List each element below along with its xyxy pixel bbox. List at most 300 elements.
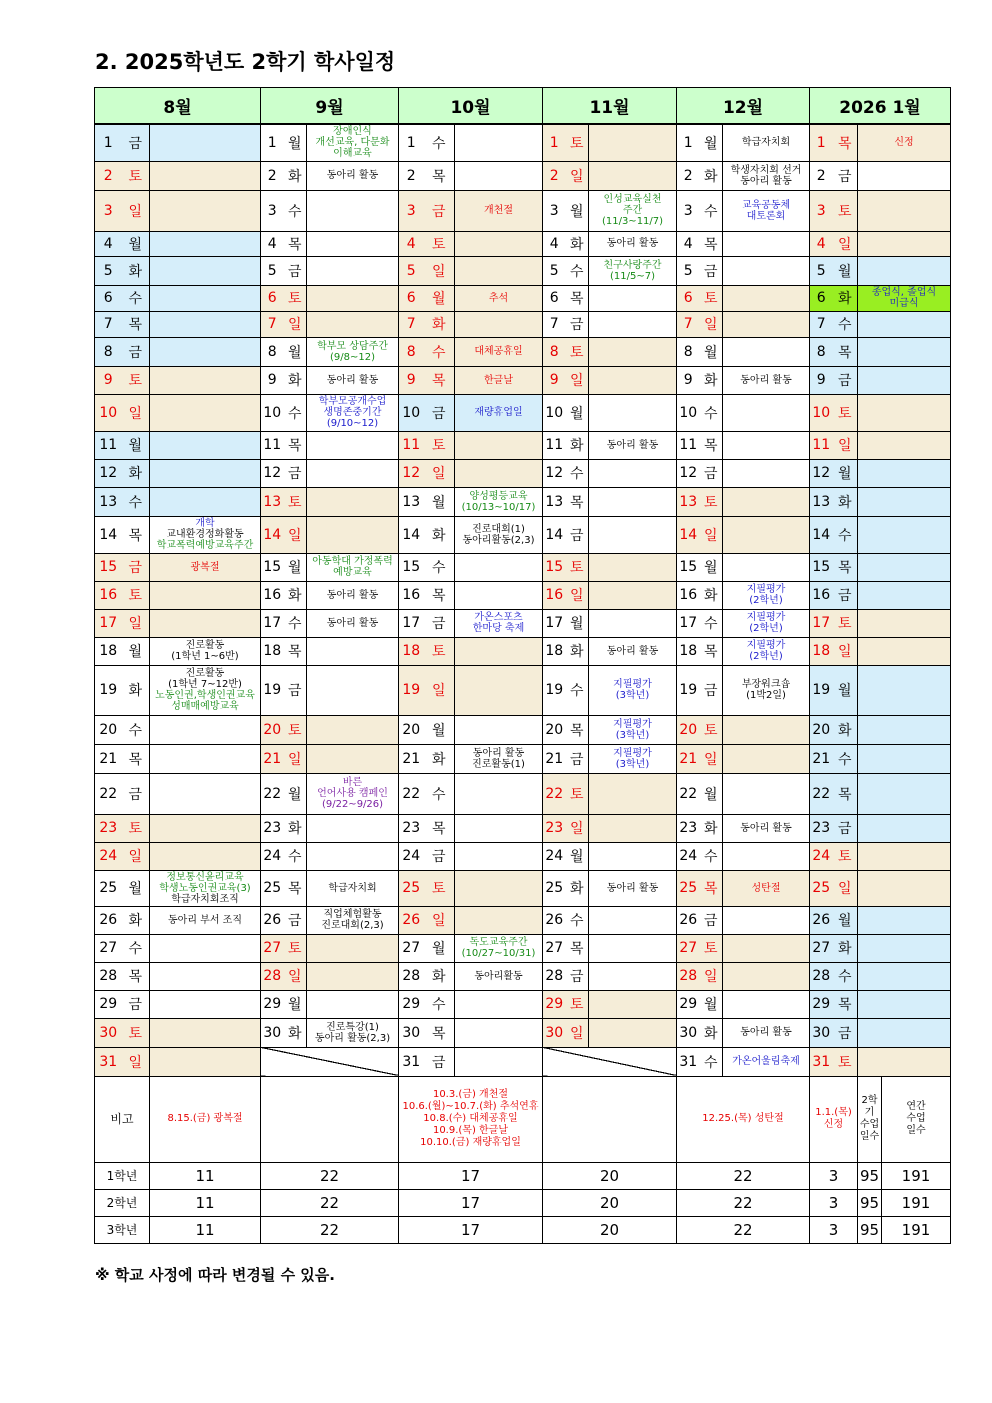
weekday: 일	[424, 665, 455, 715]
day-number: 31	[95, 1047, 122, 1076]
day-number: 1	[95, 124, 122, 161]
event-text: 가온스포츠	[474, 612, 523, 623]
day-row	[95, 814, 951, 842]
event-text: (9/22~9/26)	[321, 799, 384, 810]
weekday: 일	[424, 906, 455, 934]
event-text: 동아리 활동	[740, 822, 792, 834]
event-cell	[150, 337, 261, 366]
weekday: 월	[566, 394, 589, 431]
day-number: 4	[95, 231, 122, 256]
event-cell	[150, 487, 261, 516]
event-text: 정보통신윤리교육	[166, 871, 244, 883]
day-row	[95, 744, 951, 773]
event-cell	[723, 459, 810, 487]
day-number: 1	[399, 124, 424, 161]
day-number: 26	[677, 906, 700, 934]
event-cell	[150, 744, 261, 773]
day-number: 2	[677, 161, 700, 190]
event-cell	[723, 581, 810, 609]
event-cell	[858, 665, 951, 715]
weekday: 화	[284, 581, 307, 609]
event-cell	[455, 124, 543, 161]
event-text: 진로활동	[185, 668, 225, 679]
event-cell	[455, 1047, 543, 1076]
weekday: 화	[566, 231, 589, 256]
weekday: 화	[284, 1018, 307, 1047]
weekday: 수	[424, 337, 455, 366]
weekday: 일	[424, 256, 455, 285]
day-number: 5	[95, 256, 122, 285]
weekday: 금	[122, 337, 150, 366]
event-cell	[858, 337, 951, 366]
weekday: 월	[833, 906, 858, 934]
weekday: 일	[284, 744, 307, 773]
event-cell	[455, 394, 543, 431]
day-number: 17	[677, 609, 700, 637]
day-number: 20	[543, 715, 566, 744]
weekday: 일	[284, 516, 307, 553]
day-number: 17	[95, 609, 122, 637]
day-number: 18	[261, 637, 284, 665]
event-cell	[858, 773, 951, 814]
weekday: 월	[122, 231, 150, 256]
event-cell	[858, 553, 951, 581]
day-number: 4	[543, 231, 566, 256]
day-number: 8	[399, 337, 424, 366]
event-cell	[150, 773, 261, 814]
day-number: 20	[810, 715, 833, 744]
event-text: (1학년 1~6반)	[171, 651, 239, 662]
weekday: 목	[566, 487, 589, 516]
weekday: 토	[284, 285, 307, 311]
weekday: 월	[122, 870, 150, 906]
day-row	[95, 553, 951, 581]
event-cell	[589, 311, 677, 337]
event-text: 학급자치회	[741, 137, 791, 149]
weekday: 토	[122, 1018, 150, 1047]
notes-row	[95, 1076, 951, 1162]
event-cell	[307, 459, 399, 487]
event-text: (9/10~12)	[326, 418, 379, 429]
weekday: 토	[700, 715, 723, 744]
day-number: 23	[261, 814, 284, 842]
event-text: 지필평가	[613, 718, 652, 730]
event-cell	[455, 934, 543, 962]
day-number: 27	[543, 934, 566, 962]
weekday: 수	[566, 906, 589, 934]
event-cell	[455, 285, 543, 311]
day-number: 31	[399, 1047, 424, 1076]
weekday: 화	[833, 487, 858, 516]
day-number: 27	[810, 934, 833, 962]
day-number: 13	[95, 487, 122, 516]
day-number: 22	[399, 773, 424, 814]
event-text: (11/3~11/7)	[601, 216, 664, 227]
day-number: 10	[399, 394, 424, 431]
event-cell	[150, 842, 261, 870]
weekday: 일	[122, 1047, 150, 1076]
day-row	[95, 431, 951, 459]
weekday: 금	[700, 906, 723, 934]
weekday: 토	[424, 431, 455, 459]
note-text: 12.25.(목) 성탄절	[702, 1113, 784, 1124]
weekday: 토	[424, 870, 455, 906]
weekday: 월	[122, 431, 150, 459]
day-number: 7	[677, 311, 700, 337]
semester-days: 95	[858, 1162, 882, 1189]
day-number: 1	[543, 124, 566, 161]
weekday: 토	[566, 773, 589, 814]
day-number: 29	[399, 990, 424, 1018]
day-number: 18	[677, 637, 700, 665]
day-number: 13	[399, 487, 424, 516]
notes-cell	[858, 1076, 882, 1162]
weekday: 월	[284, 124, 307, 161]
weekday: 수	[424, 553, 455, 581]
event-text: 동아리 활동	[606, 645, 659, 657]
event-cell	[589, 934, 677, 962]
event-cell	[723, 1018, 810, 1047]
event-cell	[858, 906, 951, 934]
note-text: 일수	[859, 1131, 880, 1142]
day-number: 5	[677, 256, 700, 285]
empty-cell	[261, 1047, 399, 1076]
weekday: 수	[122, 934, 150, 962]
day-number: 9	[543, 366, 566, 394]
event-cell	[589, 842, 677, 870]
event-cell	[858, 715, 951, 744]
day-number: 5	[261, 256, 284, 285]
event-text: 신정	[894, 137, 914, 149]
weekday: 목	[833, 337, 858, 366]
weekday: 일	[122, 842, 150, 870]
day-number: 22	[543, 773, 566, 814]
note-text: 10.8.(수) 대체공휴일	[423, 1113, 518, 1124]
weekday: 화	[833, 934, 858, 962]
weekday: 목	[424, 581, 455, 609]
weekday: 토	[424, 637, 455, 665]
event-cell	[858, 487, 951, 516]
event-text: 동아리 활동(2,3)	[314, 1032, 391, 1044]
event-cell	[150, 256, 261, 285]
class-days-value: 17	[399, 1162, 543, 1189]
event-cell	[858, 285, 951, 311]
day-number: 26	[810, 906, 833, 934]
weekday: 화	[700, 814, 723, 842]
day-number: 12	[261, 459, 284, 487]
event-cell	[307, 665, 399, 715]
weekday: 토	[284, 487, 307, 516]
day-number: 20	[95, 715, 122, 744]
day-number: 26	[399, 906, 424, 934]
event-text: 진로대회(1)	[472, 523, 525, 535]
day-number: 21	[95, 744, 122, 773]
event-text: 이해교육	[333, 148, 372, 160]
weekday: 목	[566, 285, 589, 311]
weekday: 금	[284, 459, 307, 487]
weekday: 토	[122, 814, 150, 842]
day-row	[95, 459, 951, 487]
event-cell	[455, 962, 543, 990]
class-days-value: 20	[543, 1162, 677, 1189]
event-cell	[307, 553, 399, 581]
day-number: 6	[399, 285, 424, 311]
empty-cell	[543, 1047, 677, 1076]
event-cell	[455, 715, 543, 744]
event-cell	[723, 637, 810, 665]
note-text: 10.6.(월)~10.7.(화) 추석연휴	[402, 1101, 539, 1112]
day-number: 7	[543, 311, 566, 337]
event-cell	[150, 906, 261, 934]
weekday: 월	[700, 337, 723, 366]
class-days-value: 3	[810, 1216, 858, 1243]
weekday: 목	[833, 553, 858, 581]
event-cell	[307, 1018, 399, 1047]
weekday: 금	[284, 906, 307, 934]
class-days-value: 17	[399, 1216, 543, 1243]
event-cell	[723, 431, 810, 459]
day-row	[95, 870, 951, 906]
event-cell	[150, 637, 261, 665]
annual-days: 191	[882, 1189, 951, 1216]
day-number: 2	[810, 161, 833, 190]
event-cell	[455, 814, 543, 842]
day-number: 7	[95, 311, 122, 337]
event-cell	[858, 161, 951, 190]
day-number: 24	[810, 842, 833, 870]
event-cell	[150, 124, 261, 161]
event-cell	[858, 124, 951, 161]
notes-cell	[810, 1076, 858, 1162]
event-text: 인성교육실천	[603, 194, 662, 205]
notes-label: 비고	[95, 1076, 150, 1162]
class-days-value: 3	[810, 1162, 858, 1189]
event-cell	[455, 842, 543, 870]
weekday: 수	[833, 311, 858, 337]
event-text: 독도교육주간	[469, 937, 528, 948]
weekday: 월	[284, 337, 307, 366]
event-cell	[455, 311, 543, 337]
event-cell	[723, 394, 810, 431]
day-number: 22	[95, 773, 122, 814]
weekday: 목	[566, 715, 589, 744]
weekday: 수	[700, 1047, 723, 1076]
day-number: 19	[677, 665, 700, 715]
day-number: 4	[677, 231, 700, 256]
weekday: 수	[424, 990, 455, 1018]
event-cell	[723, 337, 810, 366]
day-number: 6	[810, 285, 833, 311]
class-days-row	[95, 1189, 951, 1216]
event-cell	[723, 665, 810, 715]
weekday: 화	[122, 256, 150, 285]
event-cell	[723, 161, 810, 190]
weekday: 일	[833, 870, 858, 906]
schedule-table	[94, 87, 951, 1244]
weekday: 목	[700, 431, 723, 459]
weekday: 토	[566, 553, 589, 581]
event-cell	[150, 934, 261, 962]
event-cell	[307, 934, 399, 962]
day-number: 12	[543, 459, 566, 487]
note-text: 10.10.(금) 재량휴업일	[420, 1137, 521, 1148]
weekday: 일	[833, 431, 858, 459]
weekday: 수	[700, 394, 723, 431]
day-number: 8	[677, 337, 700, 366]
day-row	[95, 337, 951, 366]
event-text: 바른	[342, 777, 363, 788]
day-number: 17	[543, 609, 566, 637]
event-cell	[858, 870, 951, 906]
day-number: 19	[810, 665, 833, 715]
page-title: 2. 2025학년도 2학기 학사일정	[95, 50, 396, 74]
event-cell	[150, 285, 261, 311]
weekday: 목	[700, 231, 723, 256]
day-number: 25	[261, 870, 284, 906]
weekday: 월	[284, 773, 307, 814]
day-number: 29	[810, 990, 833, 1018]
event-cell	[858, 609, 951, 637]
day-row	[95, 773, 951, 814]
event-cell	[589, 665, 677, 715]
event-cell	[307, 190, 399, 231]
day-number: 5	[810, 256, 833, 285]
day-number: 16	[543, 581, 566, 609]
weekday: 수	[122, 285, 150, 311]
event-cell	[455, 553, 543, 581]
weekday: 화	[284, 161, 307, 190]
event-cell	[589, 366, 677, 394]
day-number: 30	[810, 1018, 833, 1047]
weekday: 일	[122, 394, 150, 431]
weekday: 목	[700, 870, 723, 906]
day-number: 10	[810, 394, 833, 431]
event-text: 교육공동체	[741, 199, 791, 211]
weekday: 수	[833, 744, 858, 773]
weekday: 목	[122, 516, 150, 553]
event-cell	[858, 744, 951, 773]
event-text: 진로활동	[185, 640, 225, 651]
event-text: 노동인권,학생인권교육	[155, 690, 255, 701]
event-cell	[150, 609, 261, 637]
day-number: 30	[261, 1018, 284, 1047]
note-text: 1.1.(목)	[815, 1107, 852, 1118]
notes-cell	[150, 1076, 261, 1162]
event-text: (2학년)	[749, 595, 783, 606]
event-text: 언어사용 캠페인	[317, 788, 388, 799]
day-number: 15	[399, 553, 424, 581]
day-row	[95, 311, 951, 337]
weekday: 목	[122, 744, 150, 773]
event-cell	[858, 516, 951, 553]
weekday: 화	[566, 431, 589, 459]
weekday: 토	[284, 715, 307, 744]
weekday: 화	[122, 459, 150, 487]
event-cell	[455, 459, 543, 487]
day-number: 7	[810, 311, 833, 337]
event-text: 학교폭력예방교육주간	[156, 540, 254, 551]
class-days-value: 20	[543, 1189, 677, 1216]
weekday: 화	[284, 814, 307, 842]
weekday: 월	[700, 553, 723, 581]
day-number: 2	[261, 161, 284, 190]
weekday: 목	[424, 161, 455, 190]
day-number: 11	[399, 431, 424, 459]
day-row	[95, 394, 951, 431]
event-cell	[858, 934, 951, 962]
day-row	[95, 124, 951, 161]
day-number: 26	[95, 906, 122, 934]
event-cell	[723, 124, 810, 161]
weekday: 토	[566, 124, 589, 161]
event-cell	[858, 1018, 951, 1047]
event-cell	[307, 285, 399, 311]
weekday: 일	[284, 962, 307, 990]
weekday: 토	[700, 487, 723, 516]
day-number: 11	[677, 431, 700, 459]
weekday: 화	[284, 366, 307, 394]
event-text: 동아리 활동	[326, 617, 379, 629]
event-text: 개학	[195, 518, 215, 529]
event-text: 동아리 활동	[740, 1027, 792, 1038]
event-text: 진로활동(1)	[472, 758, 525, 770]
note-text: 2학기	[861, 1095, 878, 1118]
event-cell	[307, 516, 399, 553]
event-text: 동아리활동	[474, 970, 523, 982]
weekday: 금	[122, 990, 150, 1018]
weekday: 수	[566, 459, 589, 487]
weekday: 월	[424, 934, 455, 962]
event-cell	[307, 231, 399, 256]
day-number: 22	[677, 773, 700, 814]
day-number: 21	[261, 744, 284, 773]
note-text: 연간	[906, 1101, 926, 1112]
event-cell	[150, 665, 261, 715]
weekday: 월	[284, 990, 307, 1018]
day-number: 4	[261, 231, 284, 256]
event-cell	[455, 337, 543, 366]
day-number: 29	[543, 990, 566, 1018]
class-days-row	[95, 1162, 951, 1189]
weekday: 수	[424, 124, 455, 161]
event-cell	[150, 231, 261, 256]
notes-cell	[543, 1076, 677, 1162]
weekday: 수	[833, 962, 858, 990]
weekday: 일	[700, 311, 723, 337]
footnote: ※ 학교 사정에 따라 변경될 수 있음.	[95, 1266, 335, 1284]
day-number: 21	[810, 744, 833, 773]
event-cell	[307, 715, 399, 744]
day-number: 13	[261, 487, 284, 516]
day-number: 27	[677, 934, 700, 962]
weekday: 일	[424, 459, 455, 487]
day-number: 4	[399, 231, 424, 256]
day-number: 3	[810, 190, 833, 231]
event-cell	[723, 842, 810, 870]
weekday: 금	[700, 459, 723, 487]
weekday: 토	[833, 842, 858, 870]
event-text: 개선교육, 다문화	[315, 137, 390, 149]
weekday: 수	[284, 842, 307, 870]
day-number: 23	[399, 814, 424, 842]
day-number: 30	[399, 1018, 424, 1047]
event-cell	[455, 161, 543, 190]
weekday: 토	[424, 231, 455, 256]
day-number: 3	[543, 190, 566, 231]
day-number: 18	[810, 637, 833, 665]
weekday: 일	[833, 637, 858, 665]
day-number: 14	[543, 516, 566, 553]
